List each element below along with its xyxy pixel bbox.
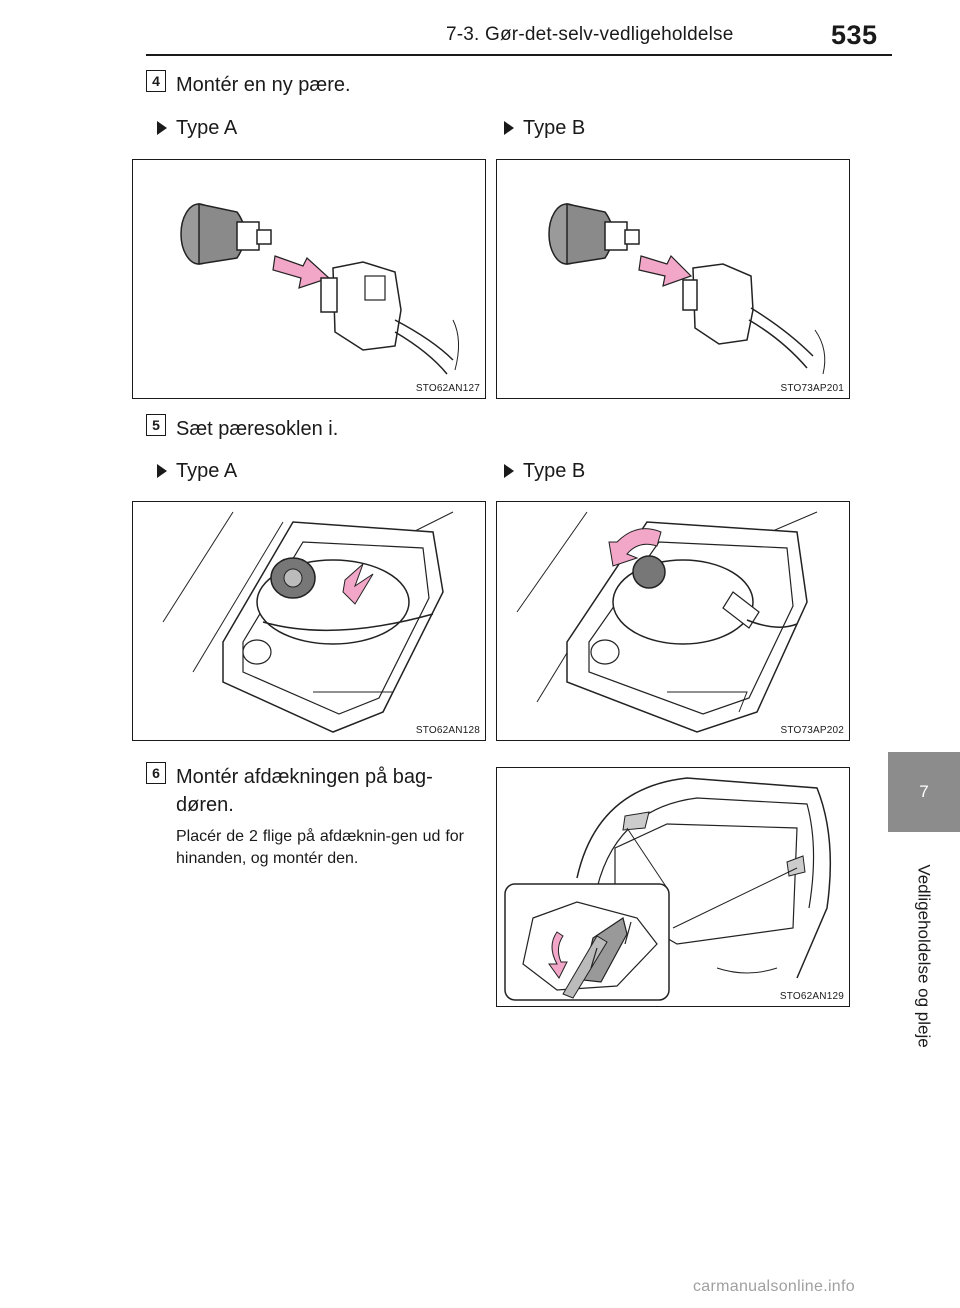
socket-insert-illustration-b xyxy=(497,502,849,740)
figure-code: STO62AN128 xyxy=(415,725,480,736)
page-number: 535 xyxy=(831,20,878,50)
figure-socket-type-b xyxy=(496,501,850,741)
step-4-type-b-label: Type B xyxy=(504,117,585,140)
watermark: carmanualsonline.info xyxy=(693,1278,855,1295)
triangle-bullet-icon xyxy=(504,121,514,135)
step-5-text: Sæt pæresoklen i. xyxy=(176,418,339,440)
step-number-4: 4 xyxy=(146,70,166,92)
figure-code: STO73AP201 xyxy=(780,383,844,394)
step-number-5: 5 xyxy=(146,414,166,436)
triangle-bullet-icon xyxy=(157,121,167,135)
step-6-note: Placér de 2 flige på afdæknin-gen ud for hinanden, og montér den. xyxy=(176,828,464,867)
step-4-text: Montér en ny pære. xyxy=(176,74,351,96)
step-number-6: 6 xyxy=(146,762,166,784)
header-rule xyxy=(146,54,892,56)
step-5-type-a-label: Type A xyxy=(157,460,237,483)
chapter-title: Vedligeholdelse og pleje xyxy=(915,864,934,1048)
chapter-title-vertical xyxy=(888,846,960,1066)
bulb-insert-illustration-b xyxy=(497,160,849,398)
figure-socket-type-a xyxy=(132,501,486,741)
bulb-insert-illustration-a xyxy=(133,160,485,398)
triangle-bullet-icon xyxy=(157,464,167,478)
step-4-type-a-label: Type A xyxy=(157,117,237,140)
chapter-number: 7 xyxy=(919,782,929,801)
figure-cover-install xyxy=(496,767,850,1007)
step-5-type-b-label: Type B xyxy=(504,460,585,483)
section-title: 7-3. Gør-det-selv-vedligeholdelse xyxy=(446,24,734,45)
figure-code: STO62AN127 xyxy=(415,383,480,394)
socket-insert-illustration-a xyxy=(133,502,485,740)
figure-bulb-type-b xyxy=(496,159,850,399)
cover-install-illustration xyxy=(497,768,849,1006)
figure-code: STO73AP202 xyxy=(780,725,844,736)
step-6-text-line2: døren. xyxy=(176,794,234,816)
step-6-text-line1: Montér afdækningen på bag- xyxy=(176,766,433,788)
chapter-tab xyxy=(888,752,960,832)
figure-bulb-type-a xyxy=(132,159,486,399)
figure-code: STO62AN129 xyxy=(779,991,844,1002)
triangle-bullet-icon xyxy=(504,464,514,478)
